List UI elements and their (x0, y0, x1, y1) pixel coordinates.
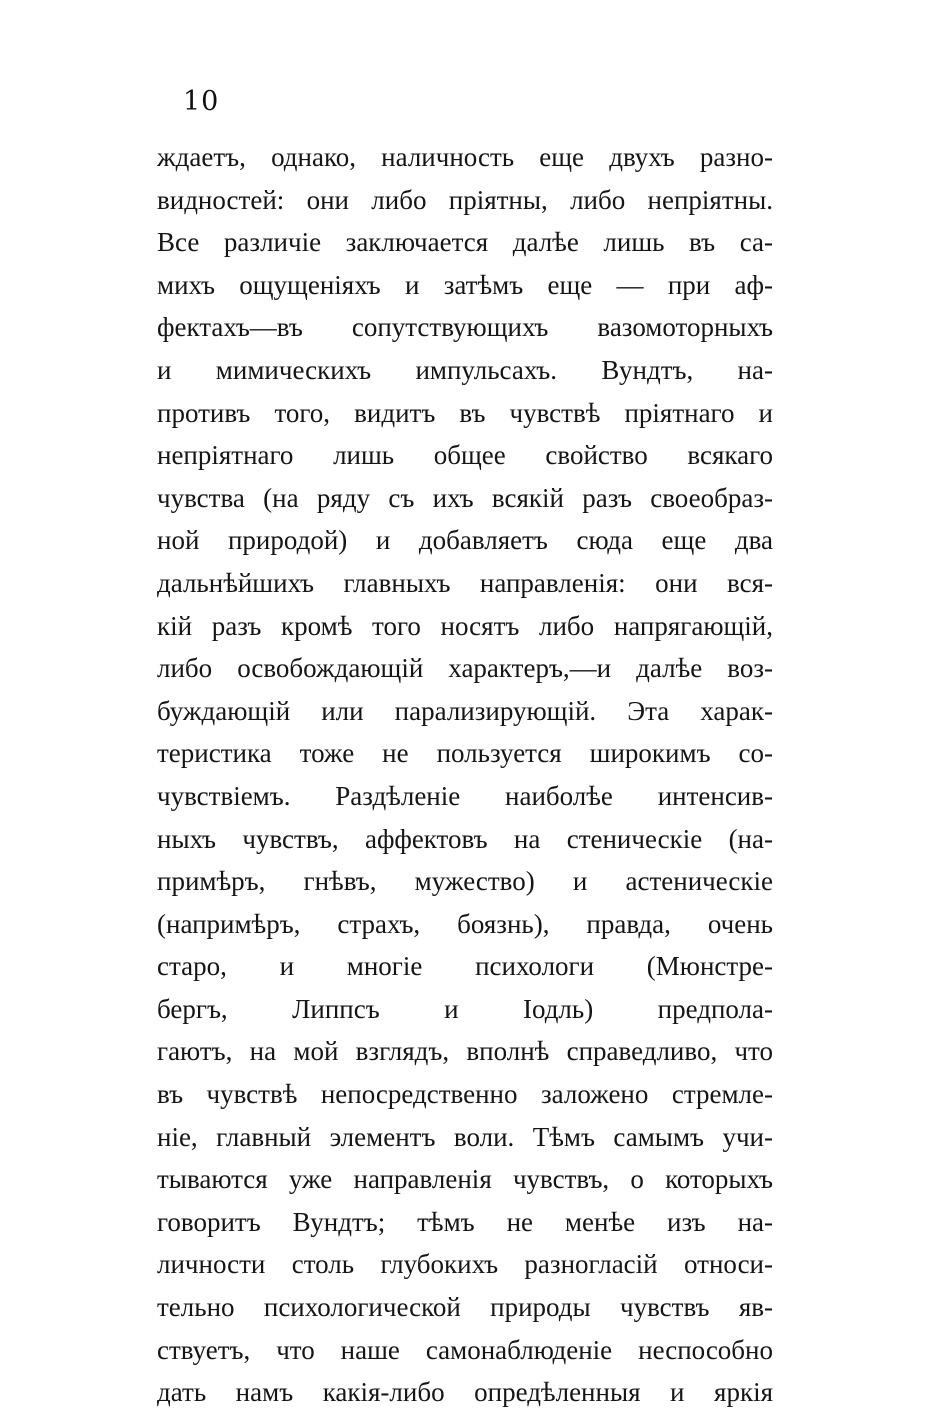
text-line: михъ ощущеніяхъ и затѣмъ еще — при аф- (157, 269, 773, 300)
text-line: говоритъ Вундтъ; тѣмъ не менѣе изъ на- (157, 1206, 773, 1237)
text-line: старо, и многіе психологи (Мюнстре- (157, 951, 773, 982)
text-line: тываются уже направленія чувствъ, о которыхъ (157, 1164, 773, 1195)
text-line: гаютъ, на мой взглядъ, вполнѣ справедливо, что (157, 1036, 773, 1067)
text-line: ніе, главный элементъ воли. Тѣмъ самымъ учи- (157, 1121, 773, 1152)
text-line: примѣръ, гнѣвъ, мужество) и астеническіе (157, 866, 773, 897)
text-line: Все различіе заключается далѣе лишь въ са- (157, 227, 773, 258)
text-line: кій разъ кромѣ того носятъ либо напрягающій, (157, 610, 773, 641)
text-line: и мимическихъ импульсахъ. Вундтъ, на- (157, 354, 773, 385)
text-line: ной природой) и добавляетъ сюда еще два (157, 525, 773, 556)
text-line: дальнѣйшихъ главныхъ направленія: они вся- (157, 567, 773, 598)
text-line: въ чувствѣ непосредственно заложено стремле- (157, 1079, 773, 1110)
text-line: тельно психологической природы чувствъ яв- (157, 1292, 773, 1323)
text-line: чувствіемъ. Раздѣленіе наиболѣе интенсив- (157, 780, 773, 811)
text-line: дать намъ какія-либо опредѣленныя и яркія (157, 1377, 773, 1408)
text-line: ныхъ чувствъ, аффектовъ на стеническіе (на- (157, 823, 773, 854)
text-line: фектахъ—въ сопутствующихъ вазомоторныхъ (157, 312, 773, 343)
text-line: ждаетъ, однако, наличность еще двухъ разно- (157, 142, 773, 172)
text-line: теристика тоже не пользуется широкимъ со- (157, 738, 773, 769)
text-line: видностей: они либо пріятны, либо непріятны. (157, 184, 773, 215)
text-line: противъ того, видитъ въ чувствѣ пріятнаго и (157, 397, 773, 428)
body-text (157, 136, 773, 1414)
text-line: бергъ, Липпсъ и Іодль) предпола- (157, 993, 773, 1024)
text-line: (напримѣръ, страхъ, боязнь), правда, очень (157, 908, 773, 939)
text-line: буждающій или парализирующій. Эта харак- (157, 695, 773, 726)
text-line: чувства (на ряду съ ихъ всякій разъ своеобраз- (157, 482, 773, 513)
text-line: личности столь глубокихъ разногласій относи- (157, 1249, 773, 1280)
page-number: 10 (183, 86, 220, 117)
text-line: ствуетъ, что наше самонаблюденіе неспособно (157, 1334, 773, 1365)
text-line: либо освобождающій характеръ,—и далѣе воз- (157, 653, 773, 684)
text-line: непріятнаго лишь общее свойство всякаго (157, 440, 773, 471)
